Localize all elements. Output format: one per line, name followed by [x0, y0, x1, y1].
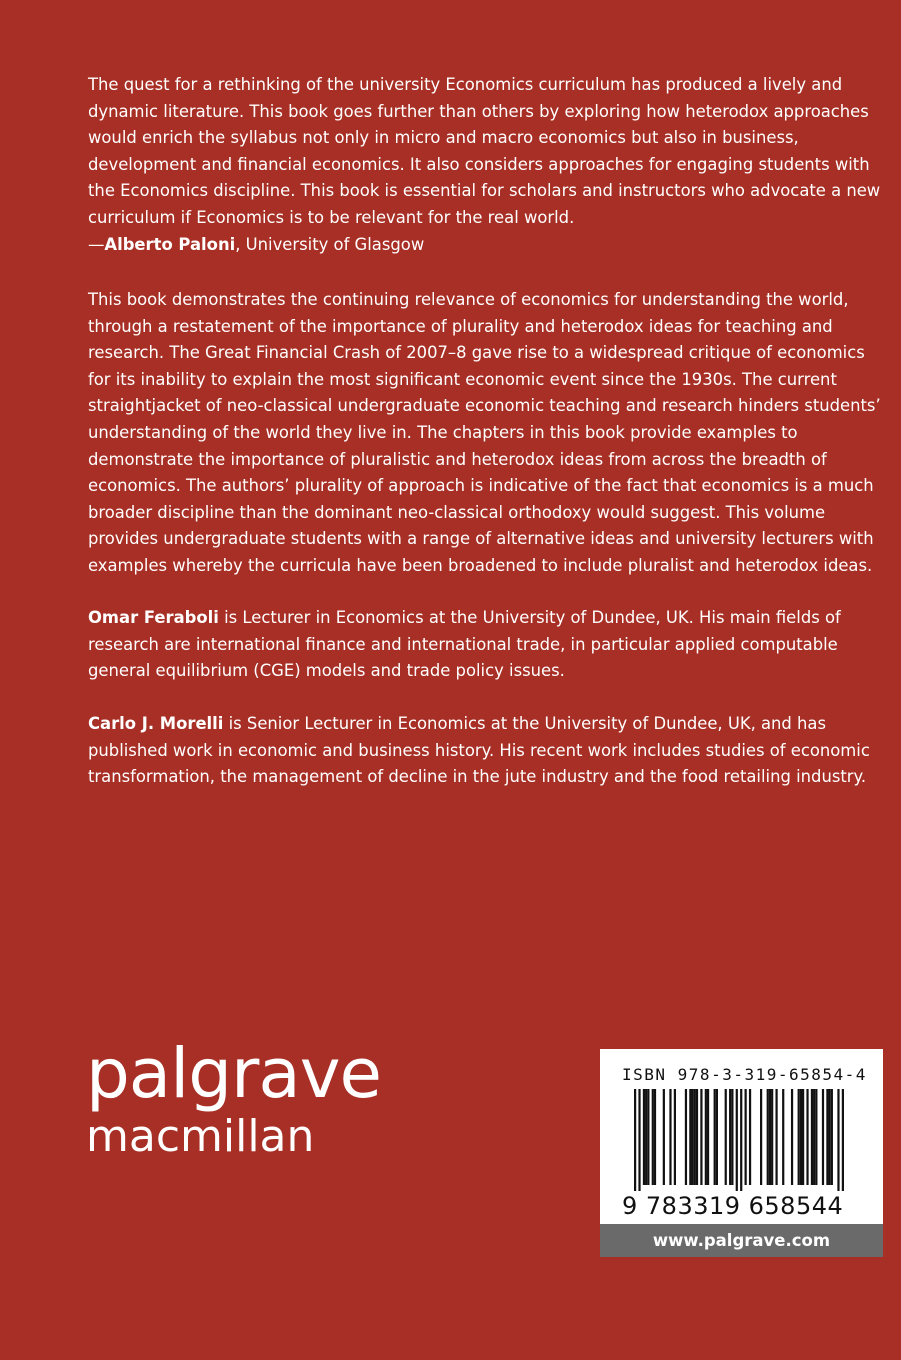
- publisher-logo: [86, 1034, 406, 1162]
- publisher-logo-line1: palgrave: [86, 1034, 381, 1114]
- barcode-bar: [815, 1089, 817, 1185]
- barcode-bar: [731, 1089, 733, 1185]
- barcode-bar: [813, 1089, 815, 1185]
- endorser-name: Alberto Paloni: [104, 234, 236, 254]
- isbn-label: ISBN 978-3-319-65854-4: [622, 1065, 867, 1084]
- author-bio-text: is Lecturer in Economics at the University of Dundee, UK. His main fields of research are international finance and international trade, in particular applied computable general equilibrium (CGE) models and trade policy issues.: [88, 608, 841, 681]
- barcode-bar: [767, 1089, 769, 1185]
- barcode-bar: [700, 1089, 702, 1185]
- barcode-bar: [716, 1089, 718, 1185]
- barcode-bar: [791, 1089, 793, 1185]
- author-name: Omar Feraboli: [88, 608, 219, 627]
- barcode-bar: [798, 1089, 800, 1185]
- author-name: Carlo J. Morelli: [88, 714, 224, 733]
- barcode-bar: [634, 1089, 636, 1191]
- endorsement-blurb: [88, 72, 888, 258]
- author-bio-morelli: [88, 711, 888, 791]
- publisher-website: www.palgrave.com: [600, 1224, 883, 1257]
- barcode-bar: [811, 1089, 813, 1185]
- barcode-bar: [775, 1089, 777, 1185]
- endorsement-attribution: [88, 232, 888, 259]
- barcode-bars: [634, 1089, 844, 1191]
- endorser-affiliation: , University of Glasgow: [235, 234, 425, 254]
- barcode-bar: [842, 1089, 844, 1191]
- barcode-bar: [749, 1089, 751, 1185]
- isbn-barcode: [600, 1049, 883, 1230]
- barcode-bar: [736, 1089, 738, 1191]
- barcode-bar: [729, 1089, 731, 1185]
- barcode-bar: [806, 1089, 808, 1185]
- barcode-bar: [685, 1089, 687, 1185]
- barcode-bar: [705, 1089, 707, 1185]
- barcode-bar: [782, 1089, 784, 1185]
- barcode-bar: [654, 1089, 656, 1185]
- author-bio-text: is Senior Lecturer in Economics at the University of Dundee, UK, and has published work in economic and business history. His recent work includes studies of economic transformation, the management of decline in the jute industry and the food retailing industry.: [88, 714, 870, 787]
- barcode-bar: [674, 1089, 676, 1185]
- barcode-bar: [707, 1089, 709, 1185]
- barcode-digits: 9 783319 658544: [622, 1192, 844, 1220]
- barcode-bar: [643, 1089, 645, 1185]
- barcode-bar: [831, 1089, 833, 1185]
- barcode-bar: [826, 1089, 828, 1185]
- book-description: [88, 287, 888, 580]
- author-bio-feraboli: [88, 605, 888, 685]
- barcode-bar: [694, 1089, 696, 1185]
- barcode-bar: [802, 1089, 804, 1185]
- description-text: This book demonstrates the continuing relevance of economics for understanding the world, through a restatement of the importance of plurality and heterodox ideas for teaching and research. The Great Financial Crash of 2007–8 gave rise to a widespread critique of economics for its inability to explain the most significant economic event since the 1930s. The current straightjacket of neo-classical undergraduate economic teaching and research hinders students’ understanding of the world they live in. The chapters in this book provide examples to demonstrate the importance of pluralistic and heterodox ideas from across the breadth of economics. The authors’ plurality of approach is indicative of the fact that economics is a much broader discipline than the dominant neo-classical orthodoxy would suggest. This volume provides undergraduate students with a range of alternative ideas and university lecturers with examples whereby the curricula have been broadened to include pluralist and heterodox ideas.: [88, 290, 881, 575]
- barcode-bar: [652, 1089, 654, 1185]
- barcode-bar: [714, 1089, 716, 1185]
- barcode-bar: [769, 1089, 771, 1185]
- barcode-bar: [822, 1089, 824, 1185]
- barcode-bar: [740, 1089, 742, 1191]
- barcode-bar: [760, 1089, 762, 1185]
- barcode-bar: [745, 1089, 747, 1185]
- attribution-dash: —: [88, 234, 105, 254]
- barcode-bar: [669, 1089, 671, 1185]
- barcode-bar: [689, 1089, 691, 1185]
- barcode-bar: [837, 1089, 839, 1191]
- barcode-bar: [645, 1089, 647, 1185]
- barcode-bar: [771, 1089, 773, 1185]
- barcode-bar: [638, 1089, 640, 1191]
- endorsement-text: The quest for a rethinking of the university Economics curriculum has produced a lively and dynamic literature. This book goes further than others by exploring how heterodox approaches would enrich the syllabus not only in micro and macro economics but also in business, development and financial economics. It also considers approaches for engaging students with the Economics discipline. This book is essential for scholars and instructors who advocate a new curriculum if Economics is to be relevant for the real world.: [88, 75, 881, 227]
- publisher-logo-line2: macmillan: [86, 1111, 315, 1162]
- barcode-bar: [647, 1089, 649, 1185]
- barcode-bar: [696, 1089, 698, 1185]
- barcode-bar: [829, 1089, 831, 1185]
- barcode-bar: [663, 1089, 665, 1185]
- barcode-bar: [800, 1089, 802, 1185]
- barcode-bar: [725, 1089, 727, 1185]
- barcode-bar: [691, 1089, 693, 1185]
